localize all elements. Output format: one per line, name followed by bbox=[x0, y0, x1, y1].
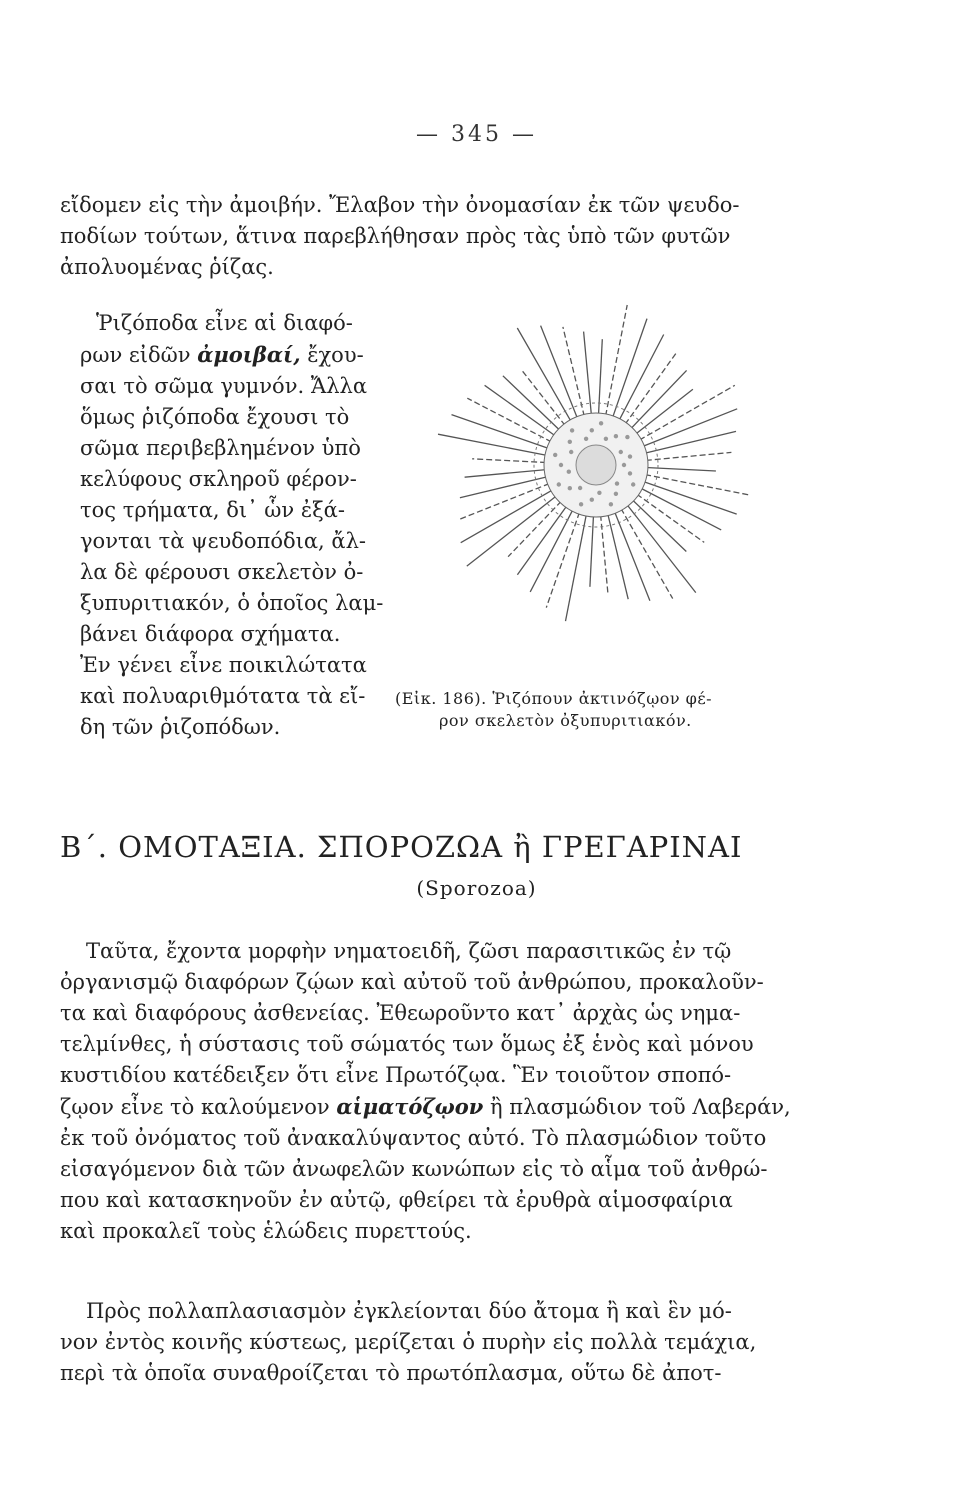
shell-pore bbox=[553, 453, 557, 457]
text-line: καὶ προκαλεῖ τοὺς ἑλώδεις πυρεττούς. bbox=[60, 1219, 472, 1243]
spicule-ray bbox=[584, 332, 592, 416]
shell-pore bbox=[570, 428, 574, 432]
spicule-ray bbox=[646, 468, 716, 472]
shell-pore bbox=[622, 463, 626, 467]
shell-pore bbox=[628, 471, 632, 475]
shell-pore bbox=[599, 421, 603, 425]
text-line: σαι τὸ σῶμα γυμνόν. Ἄλλα bbox=[80, 374, 368, 398]
text-line: λα δὲ φέρουσι σκελετὸν ὀ- bbox=[80, 560, 364, 584]
wrapped-paragraph bbox=[80, 308, 410, 743]
caption-line: ρον σκελετὸν ὀξυπυριτιακόν. bbox=[439, 711, 692, 730]
text-line: που καὶ κατασκηνοῦν ἐν αὐτῷ, φθείρει τὰ ἐρυθρὰ αἱμοσφαίρια bbox=[60, 1188, 733, 1212]
spicule-ray bbox=[452, 415, 549, 449]
spicule-ray bbox=[541, 326, 578, 419]
shell-pore bbox=[631, 482, 635, 486]
text-span: ἢ πλασμώδιον τοῦ Λαβεράν, bbox=[483, 1095, 791, 1119]
shell-pore bbox=[609, 502, 613, 506]
shell-pore bbox=[567, 470, 571, 474]
shell-pore bbox=[604, 437, 608, 441]
spicule-ray bbox=[459, 484, 550, 520]
text-line: ὀργανισμῷ διαφόρων ζῴων καὶ αὐτοῦ τοῦ ἀνθρώπου, προκαλοῦν- bbox=[60, 970, 764, 994]
text-line bbox=[80, 339, 410, 371]
spicule-ray bbox=[643, 482, 737, 515]
page-number: — 345 — bbox=[416, 122, 537, 147]
spicule-ray bbox=[566, 514, 587, 621]
text-line: τελμίνθες, ἡ σύστασις τοῦ σώματός των ὅμως ἐξ ἑνὸς καὶ μόνου bbox=[60, 1032, 754, 1056]
text-line: κελύφους σκληροῦ φέρον- bbox=[80, 467, 357, 491]
text-span: ἔχου- bbox=[300, 343, 364, 367]
text-line: τος τρήματα, δι᾽ ὧν ἐξά- bbox=[80, 498, 345, 522]
shell-pore bbox=[590, 498, 594, 502]
section-subheading: (Sporozoa) bbox=[416, 876, 537, 900]
radiolarian-illustration bbox=[416, 290, 776, 660]
text-line: Πρὸς πολλαπλασιασμὸν ἐγκλείονται δύο ἄτομα ἢ καὶ ἓν μό- bbox=[86, 1299, 732, 1323]
text-line: ὅμως ῥιζόποδα ἔχουσι τὸ bbox=[80, 405, 350, 429]
spicule-ray bbox=[645, 431, 736, 453]
spicule-ray bbox=[590, 515, 594, 587]
text-line: τα καὶ διαφόρους ἀσθενείας. Ἐθεωροῦντο κατ᾽ ἀρχὰς ὡς νημα- bbox=[60, 1001, 741, 1025]
text-line: κυστιδίου κατέδειξεν ὅτι εἶνε Πρωτόζῳα. Ἓν τοιοῦτον σποπό- bbox=[60, 1063, 732, 1087]
text-line: σῶμα περιβεβλημένον ὑπὸ bbox=[80, 436, 361, 460]
text-line: βάνει διάφορα σχήματα. bbox=[80, 622, 341, 646]
section-heading: Β΄. ΟΜΟΤΑΞΙΑ. ΣΠΟΡΟΖΩΑ ἢ ΓΡΕΓΑΡΙΝΑΙ bbox=[60, 830, 743, 864]
spicule-ray bbox=[646, 452, 732, 460]
shell-pore bbox=[597, 491, 601, 495]
text-line: περὶ τὰ ὁποῖα συναθροίζεται τὸ πρωτόπλασμα, οὕτω δὲ ἀποτ- bbox=[60, 1361, 722, 1385]
shell-pore bbox=[578, 486, 582, 490]
shell-pore bbox=[579, 502, 583, 506]
shell-pore bbox=[614, 434, 618, 438]
spicule-ray bbox=[608, 514, 629, 600]
shell-pore bbox=[568, 486, 572, 490]
text-line: εἴδομεν εἰς τὴν ἀμοιβήν. Ἔλαβον τὴν ὀνομασίαν ἐκ τῶν ψευδο- bbox=[60, 193, 740, 217]
spicule-ray bbox=[563, 327, 584, 417]
paragraph-reproduction bbox=[60, 1296, 850, 1389]
spicule-ray bbox=[517, 506, 567, 575]
text-line: Ἐν γένει εἶνε ποικιλώτατα bbox=[80, 653, 367, 677]
spicule-ray bbox=[643, 409, 738, 447]
shell-pore bbox=[568, 440, 572, 444]
shell-pore bbox=[557, 482, 561, 486]
text-line bbox=[60, 1091, 850, 1123]
shell-pore bbox=[569, 450, 573, 454]
shell-pore bbox=[559, 463, 563, 467]
paragraph-sporozoa bbox=[60, 936, 850, 1247]
spicule-ray bbox=[615, 512, 650, 601]
text-line: νον ἐντὸς κοινῆς κύστεως, μερίζεται ὁ πυρὴν εἰς πολλὰ τεμάχια, bbox=[60, 1330, 757, 1354]
spicule-ray bbox=[521, 370, 565, 426]
spicule-ray bbox=[606, 305, 628, 416]
shell-pore bbox=[584, 437, 588, 441]
shell-pore bbox=[590, 428, 594, 432]
text-line: ἀπολυομένας ῥίζας. bbox=[60, 255, 274, 279]
spicule-ray bbox=[599, 339, 603, 415]
text-line: Ῥιζόποδα εἶνε αἱ διαφό- bbox=[96, 311, 353, 335]
text-span: ζῳον εἶνε τὸ καλούμενον bbox=[60, 1095, 337, 1119]
text-line: δη τῶν ῥιζοπόδων. bbox=[80, 715, 281, 739]
spicule-ray bbox=[438, 434, 547, 455]
spicule-ray bbox=[460, 477, 548, 498]
caption-line: (Εἰκ. 186). Ῥιζόπουν ἀκτινόζῳον φέ- bbox=[395, 689, 713, 708]
shell-pore bbox=[619, 450, 623, 454]
text-line: Ταῦτα, ἔχοντα μορφὴν νηματοειδῆ, ζῶσι παρασιτικῶς ἐν τῷ bbox=[86, 939, 732, 963]
text-line: γονται τὰ ψευδοπόδια, ἄλ- bbox=[80, 529, 366, 553]
spicule-ray bbox=[635, 389, 693, 434]
text-line: ξυπυριτιακόν, ὁ ὁποῖος λαμ- bbox=[80, 591, 384, 615]
text-span: ρων εἰδῶν bbox=[80, 343, 198, 367]
spicule-ray bbox=[619, 335, 664, 421]
spicule-ray bbox=[472, 459, 546, 463]
shell-pore bbox=[625, 435, 629, 439]
top-paragraph bbox=[60, 190, 850, 283]
text-line: καὶ πολυαριθμότατα τὰ εἴ- bbox=[80, 684, 366, 708]
bold-term-amoibai: ἀμοιβαί, bbox=[197, 342, 301, 367]
shell-pore bbox=[628, 454, 632, 458]
spicule-ray bbox=[645, 475, 750, 496]
shell-pore bbox=[614, 492, 618, 496]
text-line: ἐκ τοῦ ὀνόματος τοῦ ἀνακαλύψαντος αὐτό. Τὸ πλασμώδιον τοῦτο bbox=[60, 1126, 767, 1150]
text-line: εἰσαγόμενον διὰ τῶν ἀνωφελῶν κωνώπων εἰς τὸ αἷμα τοῦ ἀνθρώ- bbox=[60, 1157, 768, 1181]
figure-caption bbox=[395, 688, 845, 732]
text-line: ποδίων τούτων, ἅτινα παρεβλήθησαν πρὸς τὰς ὑπὸ τῶν φυτῶν bbox=[60, 224, 731, 248]
shell-pore bbox=[615, 481, 619, 485]
spicule-ray bbox=[613, 319, 648, 418]
bold-term-aimatozoon: αἱματόζῳον bbox=[336, 1094, 484, 1119]
